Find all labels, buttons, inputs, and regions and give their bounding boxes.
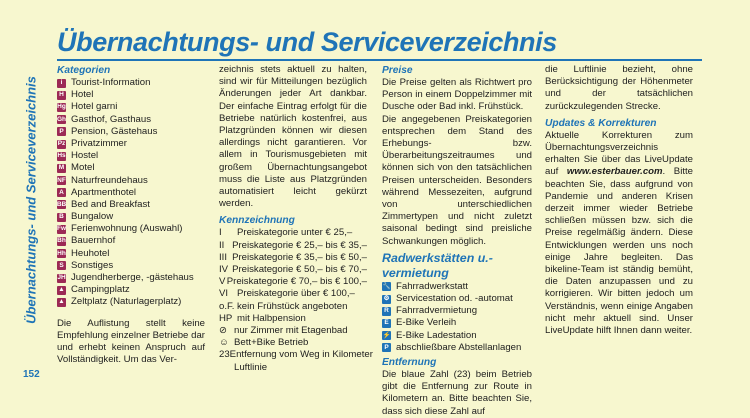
kategorie-icon: NF bbox=[57, 176, 66, 184]
rad-item bbox=[382, 342, 532, 354]
kategorie-label: Zeltplatz (Naturlagerplatz) bbox=[71, 296, 182, 308]
rad-list bbox=[382, 281, 532, 354]
col4-intro: die Luftlinie bezieht, ohne Berücksichtigung der Höhenmeter und der tatsächlichen zurückzulegenden Strecke. bbox=[545, 64, 693, 112]
kategorie-item bbox=[57, 175, 205, 187]
kategorie-item bbox=[57, 248, 205, 260]
kategorie-icon: Hg bbox=[57, 103, 66, 111]
column-1 bbox=[57, 64, 205, 366]
kategorie-item bbox=[57, 235, 205, 247]
kategorie-item bbox=[57, 284, 205, 296]
kategorie-label: Sonstiges bbox=[71, 259, 114, 271]
kennzeichnung-row bbox=[219, 288, 367, 300]
preise-text-2: Die angegebenen Preiskategorien entsprechen dem Stand des Erhebungs- bzw. Überarbeitungszeitraumes und können sich von den tatsächlichen Preisen unterscheiden. Besonders während Messezeiten, aufgrund von unterschiedlichen Zimmertypen und nicht zuletzt saisonal bedingt sind preisliche Schwankungen möglich. bbox=[382, 113, 532, 247]
kennzeichnung-value: kein Frühstück angeboten bbox=[237, 300, 348, 312]
preise-heading: Preise bbox=[382, 65, 413, 76]
kategorie-label: Campingplatz bbox=[71, 284, 130, 296]
title-rule bbox=[57, 59, 702, 61]
rad-icon: 🔧 bbox=[382, 282, 391, 290]
kategorie-label: Gasthof, Gasthaus bbox=[71, 113, 151, 125]
kennzeichnung-heading: Kennzeichnung bbox=[219, 215, 295, 227]
kennzeichnung-row bbox=[219, 252, 367, 264]
kategorie-item bbox=[57, 296, 205, 308]
symbol-row bbox=[219, 337, 367, 349]
col2-intro: zeichnis stets aktuell zu halten, sind wir für Mitteilungen bezüglich Änderungen jeder Art dankbar. Der einfache Eintrag erfolgt für die Betriebe natürlich kostenfrei, aus Platzgründen können wir diesen allerdings nicht garantieren. Vor allem in Tourismusgebieten mit großem Übernachtungsangebot muss die Liste aus Platzgründen automatisiert leicht gekürzt werden. bbox=[219, 64, 367, 210]
column-4 bbox=[545, 64, 693, 337]
kennzeichnung-value: Preiskategorie € 50,– bis € 70,– bbox=[232, 264, 367, 275]
rad-item bbox=[382, 330, 532, 342]
kategorie-item bbox=[57, 199, 205, 211]
preise-text: Die Preise gelten als Richtwert pro Person in einem Doppelzimmer mit Dusche oder Bad inkl. Frühstück. bbox=[382, 77, 532, 113]
kennzeichnung-key: IV bbox=[219, 264, 229, 275]
kategorie-label: Hotel bbox=[71, 89, 94, 101]
kategorie-icon: JH bbox=[57, 274, 66, 281]
symbol-icon: ☺ bbox=[219, 337, 229, 349]
kennzeichnung-key: VI bbox=[219, 288, 229, 300]
kennzeichnung-key: o.F. bbox=[219, 300, 235, 312]
kennzeichnung-key: I bbox=[219, 227, 222, 239]
kategorie-item bbox=[57, 162, 205, 174]
kategorie-icon: Hh bbox=[57, 249, 66, 257]
rad-icon: P bbox=[382, 343, 391, 352]
updates-text-a: Aktuelle Korrekturen zum Übernachtungsverzeichnis erhalten Sie über das LiveUpdate auf bbox=[545, 129, 693, 178]
rad-icon: ⚡ bbox=[382, 331, 391, 339]
kennzeichnung-value: Preiskategorie € 70,– bis € 100,– bbox=[226, 276, 367, 288]
kategorie-item bbox=[57, 114, 205, 126]
kategorie-icon: Pz bbox=[57, 139, 66, 147]
kennzeichnung-value: Preiskategorie € 25,– bis € 35,– bbox=[232, 239, 367, 251]
updates-text bbox=[545, 130, 693, 337]
kategorie-item bbox=[57, 126, 205, 138]
symbol-row bbox=[219, 325, 367, 337]
rad-label: E-Bike Verleih bbox=[396, 317, 457, 329]
kategorien-heading: Kategorien bbox=[57, 65, 111, 76]
rad-label: Servicestation od. -automat bbox=[396, 293, 513, 305]
kennzeichnung-row bbox=[219, 240, 367, 252]
kategorie-icon: Bh bbox=[57, 237, 66, 245]
kategorie-icon: BB bbox=[56, 200, 67, 208]
kennzeichnung-key: II bbox=[219, 239, 225, 251]
page-number: 152 bbox=[23, 369, 40, 380]
entfernung-text: Die blaue Zahl (23) beim Betrieb gibt die Entfernung zur Route in Kilometern an. Bitte beachten Sie, dass sich diese Zahl auf bbox=[382, 368, 532, 417]
kategorie-item bbox=[57, 187, 205, 199]
kategorie-label: Bauernhof bbox=[71, 235, 116, 247]
kennzeichnung-value: Preiskategorie über € 100,– bbox=[237, 288, 355, 300]
kennzeichnung-row bbox=[219, 313, 367, 325]
luftlinie-text: Luftlinie bbox=[234, 361, 268, 373]
kategorie-label: Privatzimmer bbox=[71, 137, 127, 149]
side-title bbox=[22, 40, 40, 360]
kategorie-icon: S bbox=[57, 261, 66, 270]
side-title-text: Übernachtungs- und Serviceverzeichnis bbox=[23, 76, 39, 324]
symbol-icon: 23 bbox=[219, 349, 230, 361]
kategorie-icon: H bbox=[57, 91, 66, 100]
kennzeichnung-row bbox=[219, 227, 367, 239]
kennzeichnung-key: V bbox=[219, 276, 226, 288]
kategorie-label: Pension, Gästehaus bbox=[71, 125, 158, 137]
kennzeichnung-list bbox=[219, 227, 367, 325]
rad-icon: E bbox=[382, 319, 391, 328]
rad-icon: R bbox=[382, 307, 391, 316]
column-2 bbox=[219, 64, 373, 374]
rad-item bbox=[382, 305, 532, 317]
symbol-label: Entfernung vom Weg in Kilometer bbox=[229, 349, 373, 361]
kategorie-label: Apartmenthotel bbox=[71, 186, 137, 198]
rad-label: abschließbare Abstellanlagen bbox=[396, 341, 522, 353]
kennzeichnung-key: HP bbox=[219, 312, 233, 324]
kennzeichnung-row bbox=[219, 264, 367, 276]
kategorie-label: Naturfreundehaus bbox=[71, 174, 148, 186]
kategorie-icon: Gh bbox=[56, 115, 67, 123]
kategorie-item bbox=[57, 211, 205, 223]
kategorie-icon: A bbox=[57, 188, 66, 197]
kategorie-item bbox=[57, 101, 205, 113]
kategorie-label: Bungalow bbox=[71, 211, 114, 223]
rad-item bbox=[382, 317, 532, 329]
symbol-row bbox=[219, 349, 373, 361]
kennzeichnung-row bbox=[219, 301, 367, 313]
column-3 bbox=[382, 64, 532, 418]
symbol-list bbox=[219, 324, 373, 362]
kategorie-icon: Hs bbox=[57, 152, 66, 160]
kategorien-list bbox=[57, 77, 205, 309]
kategorie-icon: i bbox=[57, 79, 66, 88]
kennzeichnung-value: Preiskategorie unter € 25,– bbox=[237, 227, 353, 239]
kategorie-label: Ferienwohnung (Auswahl) bbox=[71, 223, 183, 235]
kategorie-icon: B bbox=[57, 213, 66, 222]
rad-label: Fahrradvermietung bbox=[396, 305, 478, 317]
rad-label: E-Bike Ladestation bbox=[396, 329, 477, 341]
kategorie-label: Jugendherberge, -gästehaus bbox=[71, 272, 194, 283]
kennzeichnung-key: III bbox=[219, 251, 227, 263]
kategorie-icon: M bbox=[58, 164, 65, 172]
symbol-icon: ⊘ bbox=[219, 324, 228, 336]
kategorie-label: Hotel garni bbox=[71, 101, 118, 113]
kategorie-item bbox=[57, 89, 205, 101]
kategorie-item bbox=[57, 150, 205, 162]
kategorie-item bbox=[57, 260, 205, 272]
rad-label: Fahrradwerkstatt bbox=[396, 280, 468, 292]
kategorie-label: Tourist-Information bbox=[71, 77, 151, 88]
kennzeichnung-value: Preiskategorie € 35,– bis € 50,– bbox=[232, 251, 367, 263]
esterbauer-link[interactable]: www.esterbauer.com bbox=[566, 166, 663, 178]
kategorie-item bbox=[57, 138, 205, 150]
kategorie-item bbox=[57, 223, 205, 235]
rad-item bbox=[382, 281, 532, 293]
kategorie-item bbox=[57, 77, 205, 89]
symbol-label: Bett+Bike Betrieb bbox=[234, 337, 309, 349]
rad-icon: ⚙ bbox=[383, 295, 390, 303]
updates-heading: Updates & Korrekturen bbox=[545, 117, 657, 129]
rad-item bbox=[382, 293, 532, 305]
kategorie-icon: ▲ bbox=[58, 298, 65, 306]
updates-text-b: . Bitte beachten Sie, dass aufgrund von Pandemie und anderen Krisen derzeit immer wieder Betriebe schließen müssen bzw. sich die Preise regelmäßig ändern. Diese Entwicklungen werden uns noch einige Jahre begleiten. Das bikeline-Team ist ständig bemüht, die Daten anzupassen und zu korrigieren. Wir bitten jedoch um Verständnis, wenn einige Angaben nicht mehr aktuell sind. Unser LiveUpdate hilft Ihnen dann weiter. bbox=[545, 166, 693, 337]
disclaimer-text: Die Auflistung stellt keine Empfehlung einzelner Betriebe dar und erhebt keinen Anspruch auf Vollständigkeit. Um das Ver- bbox=[57, 317, 205, 366]
kategorie-label: Heuhotel bbox=[71, 247, 110, 259]
radwerkstaetten-heading: Radwerkstätten u.-vermietung bbox=[382, 250, 493, 280]
kennzeichnung-row bbox=[219, 276, 367, 288]
symbol-label: nur Zimmer mit Etagenbad bbox=[234, 324, 348, 336]
kategorie-label: Hostel bbox=[71, 150, 99, 162]
kategorie-icon: ▲ bbox=[58, 286, 65, 294]
kategorie-item bbox=[57, 272, 205, 284]
page-title: Übernachtungs- und Serviceverzeichnis bbox=[57, 27, 557, 57]
entfernung-heading: Entfernung bbox=[382, 356, 437, 368]
kategorie-icon: P bbox=[57, 127, 66, 136]
kategorie-icon: Fw bbox=[56, 225, 67, 233]
kennzeichnung-value: mit Halbpension bbox=[237, 312, 306, 324]
kategorie-label: Bed and Breakfast bbox=[71, 198, 150, 210]
kategorie-label: Motel bbox=[71, 162, 95, 174]
